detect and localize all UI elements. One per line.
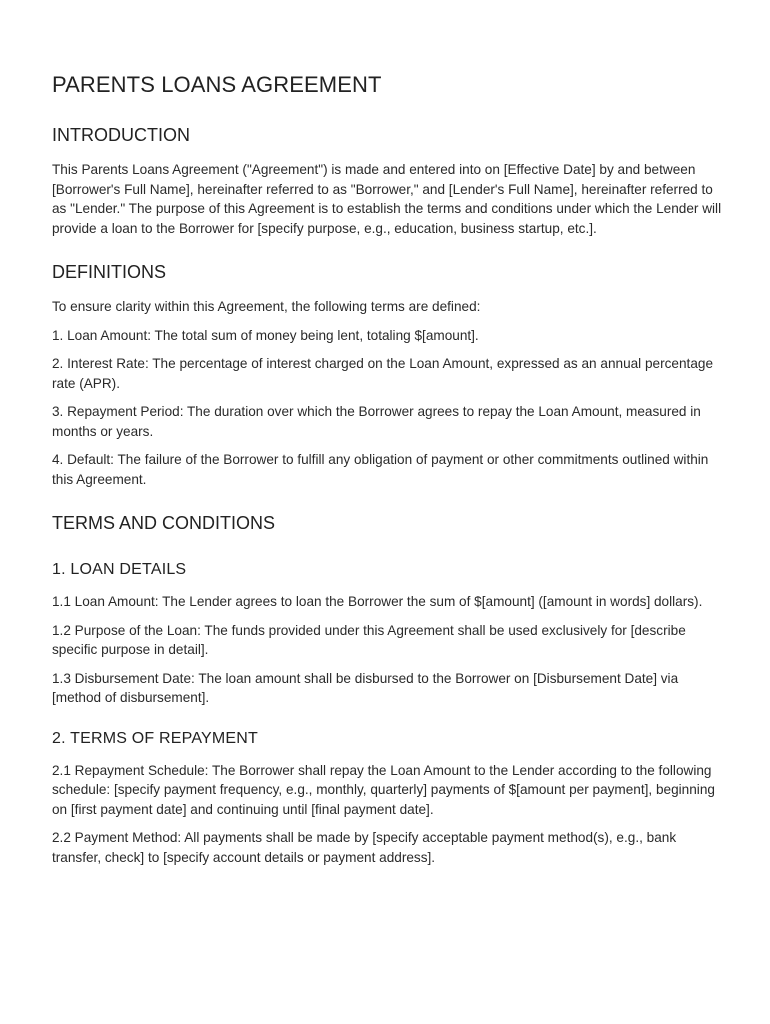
definition-item-repayment-period: 3. Repayment Period: The duration over which the Borrower agrees to repay the Loan Amount, measured in months or years. — [52, 404, 701, 439]
repayment-heading: 2. TERMS OF REPAYMENT — [52, 729, 259, 747]
repayment-item-method: 2.2 Payment Method: All payments shall be made by [specify acceptable payment method(s), e.g., bank transfer, check] to [specify account details or payment address]. — [52, 830, 677, 865]
definition-item-loan-amount: 1. Loan Amount: The total sum of money being lent, totaling $[amount]. — [52, 327, 479, 343]
loan-details-heading: 1. LOAN DETAILS — [52, 561, 187, 578]
definition-item-interest-rate: 2. Interest Rate: The percentage of interest charged on the Loan Amount, expressed as an annual percentage rate (APR). — [52, 356, 714, 391]
introduction-heading: INTRODUCTION — [52, 125, 190, 145]
loan-details-item-purpose: 1.2 Purpose of the Loan: The funds provided under this Agreement shall be used exclusively for [describe specific purpose in detail]. — [52, 622, 686, 657]
definitions-intro: To ensure clarity within this Agreement, the following terms are defined: — [52, 299, 481, 314]
loan-details-item-amount: 1.1 Loan Amount: The Lender agrees to loan the Borrower the sum of $[amount] ([amount in words] dollars). — [52, 594, 703, 609]
loan-details-item-disbursement: 1.3 Disbursement Date: The loan amount shall be disbursed to the Borrower on [Disbursement Date] via [method of disbursement]. — [52, 670, 679, 705]
definition-item-default: 4. Default: The failure of the Borrower to fulfill any obligation of payment or other commitments outlined within this Agreement. — [52, 452, 709, 487]
terms-heading: TERMS AND CONDITIONS — [52, 513, 276, 533]
introduction-paragraph: This Parents Loans Agreement ("Agreement") is made and entered into on [Effective Date] by and between [Borrower's Full Name], hereinafter referred to as "Borrower," and [Lender's Full Name], hereinafter referred to as "Lender." The purpose of this Agreement is to establish the terms and conditions under which the Lender will provide a loan to the Borrower for [specify purpose, e.g., education, business startup, etc.]. — [52, 162, 722, 236]
repayment-item-schedule: 2.1 Repayment Schedule: The Borrower shall repay the Loan Amount to the Lender according to the following schedule: [specify payment frequency, e.g., monthly, quarterly] payments of $[amount per payment], beginning on [first payment date] and continuing until [final payment date]. — [52, 762, 715, 817]
document-page — [52, 70, 722, 867]
definitions-heading: DEFINITIONS — [52, 262, 167, 282]
document-title: PARENTS LOANS AGREEMENT — [52, 72, 382, 97]
